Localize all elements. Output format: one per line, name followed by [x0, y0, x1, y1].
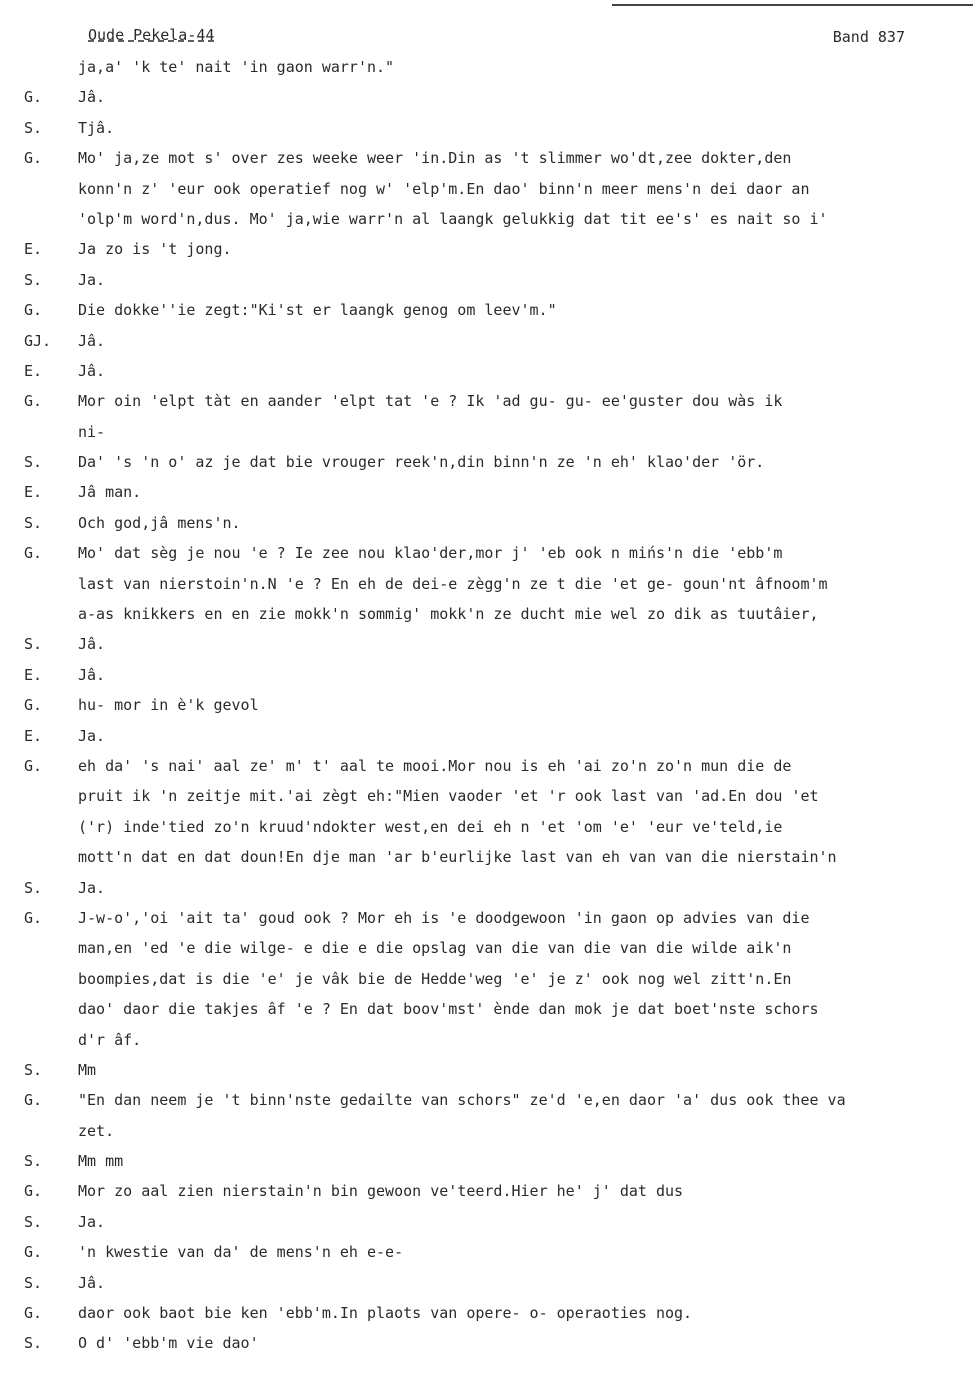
line-text: Mo' ja,ze mot s' over zes weeke weer 'in.Din as 't slimmer wo'dt,zee dokter,den: [78, 149, 792, 168]
speaker-label: G.: [24, 756, 43, 775]
line-text: 'n kwestie van da' de mens'n eh e-e-: [78, 1243, 404, 1262]
line-text: Jâ.: [78, 665, 106, 684]
line-text: 'olp'm word'n,dus. Mo' ja,wie warr'n al laangk gelukkig dat tit ee's' es nait so i': [78, 209, 828, 228]
transcript-line: [0, 1178, 973, 1208]
line-text: a-as knikkers en en zie mokk'n sommig' mokk'n ze ducht mie wel zo dik as tuutâier,: [78, 605, 819, 624]
line-text: Ja.: [78, 1212, 106, 1231]
speaker-label: E.: [24, 726, 43, 745]
transcript: [0, 54, 973, 1361]
speaker-label: S.: [24, 635, 43, 654]
transcript-line: [0, 328, 973, 358]
transcript-line: [0, 1330, 973, 1360]
transcript-line: [0, 844, 973, 874]
line-text: Mm mm: [78, 1152, 124, 1171]
speaker-label: GJ.: [24, 331, 52, 350]
speaker-label: S.: [24, 118, 43, 137]
line-text: man,en 'ed 'e die wilge- e die e die opslag van die van die van die wilde aik'n: [78, 939, 792, 958]
speaker-label: G.: [24, 301, 43, 320]
speaker-label: G.: [24, 88, 43, 107]
transcript-line: [0, 297, 973, 327]
transcript-line: [0, 1239, 973, 1269]
line-text: boompies,dat is die 'e' je vâk bie de Hedde'weg 'e' je z' ook nog wel zitt'n.En: [78, 969, 792, 988]
transcript-line: [0, 176, 973, 206]
band-number: Band 837: [832, 28, 905, 46]
line-text: Mm: [78, 1060, 97, 1079]
page-header: [88, 26, 933, 50]
transcript-line: [0, 1118, 973, 1148]
speaker-label: G.: [24, 908, 43, 927]
speaker-label: S.: [24, 1152, 43, 1171]
speaker-label: S.: [24, 453, 43, 472]
transcript-line: [0, 966, 973, 996]
line-text: Mo' dat sèg je nou 'e ? Ie zee nou klao'der,mor j' 'eb ook n mińs'n die 'ebb'm: [78, 544, 783, 563]
speaker-label: S.: [24, 1334, 43, 1353]
transcript-line: [0, 1300, 973, 1330]
transcript-line: [0, 449, 973, 479]
transcript-line: [0, 115, 973, 145]
speaker-label: G.: [24, 1091, 43, 1110]
transcript-line: [0, 753, 973, 783]
transcript-line: [0, 783, 973, 813]
speaker-label: E.: [24, 483, 43, 502]
line-text: Ja.: [78, 726, 106, 745]
speaker-label: E.: [24, 361, 43, 380]
transcript-line: [0, 1057, 973, 1087]
line-text: ja,a' 'k te' nait 'in gaon warr'n.": [78, 58, 395, 76]
transcript-line: [0, 1209, 973, 1239]
speaker-label: G.: [24, 392, 43, 411]
line-text: eh da' 's nai' aal ze' m' t' aal te mooi.Mor nou is eh 'ai zo'n zo'n mun die de: [78, 756, 792, 775]
transcript-line: [0, 631, 973, 661]
speaker-label: S.: [24, 513, 43, 532]
transcript-line: [0, 540, 973, 570]
line-text: J-w-o','oi 'ait ta' goud ook ? Mor eh is 'e doodgewoon 'in gaon op advies van die: [78, 908, 810, 927]
line-text: pruit ik 'n zeitje mit.'ai zègt eh:"Mien vaoder 'et 'r ook last van 'ad.En dou 'et: [78, 787, 819, 806]
line-text: zet.: [78, 1121, 115, 1140]
line-text: Die dokke''ie zegt:"Ki'st er laangk genog om leev'm.": [78, 301, 557, 320]
line-text: Ja.: [78, 878, 106, 897]
transcript-line: [0, 358, 973, 388]
transcript-line: [0, 1148, 973, 1178]
line-text: ('r) inde'tied zo'n kruud'ndokter west,en dei eh n 'et 'om 'e' 'eur ve'teld,ie: [78, 817, 783, 836]
line-text: dao' daor die takjes âf 'e ? En dat boov'mst' ènde dan mok je dat boet'nste schors: [78, 1000, 819, 1019]
transcript-line: [0, 1270, 973, 1300]
transcript-line: [0, 601, 973, 631]
transcript-line: [0, 875, 973, 905]
speaker-label: G.: [24, 1182, 43, 1201]
speaker-label: G.: [24, 1243, 43, 1262]
transcript-line: [0, 145, 973, 175]
transcript-line: [0, 267, 973, 297]
speaker-label: S.: [24, 878, 43, 897]
line-text: Jâ.: [78, 88, 106, 107]
line-text: Och god,jâ mens'n.: [78, 513, 241, 532]
line-text: Tjâ.: [78, 118, 115, 137]
transcript-line: [0, 905, 973, 935]
line-text: Mor oin 'elpt tàt en aander 'elpt tat 'e ? Ik 'ad gu- gu- ee'guster dou wàs ik: [78, 392, 783, 411]
transcript-line: [0, 996, 973, 1026]
line-text: Jâ.: [78, 331, 106, 350]
speaker-label: S.: [24, 1060, 43, 1079]
transcript-line: [0, 510, 973, 540]
line-text: hu- mor in è'k gevol: [78, 696, 259, 715]
speaker-label: G.: [24, 149, 43, 168]
page-title: Oude Pekela-44: [88, 26, 215, 44]
line-text: d'r âf.: [78, 1030, 142, 1049]
line-text: last van nierstoin'n.N 'e ? En eh de dei-e zègg'n ze t die 'et ge- goun'nt âfnoom'm: [78, 574, 828, 593]
transcript-line: [0, 723, 973, 753]
transcript-line: [0, 1087, 973, 1117]
transcript-line: [0, 54, 973, 84]
transcript-line: [0, 1027, 973, 1057]
speaker-label: S.: [24, 270, 43, 289]
speaker-label: G.: [24, 1304, 43, 1323]
line-text: konn'n z' 'eur ook operatief nog w' 'elp'm.En dao' binn'n meer mens'n dei daor an: [78, 179, 810, 198]
speaker-label: E.: [24, 665, 43, 684]
transcript-line: [0, 692, 973, 722]
line-text: Jâ.: [78, 635, 106, 654]
transcript-line: [0, 814, 973, 844]
line-text: Da' 's 'n o' az je dat bie vrouger reek'n,din binn'n ze 'n eh' klao'der 'ör.: [78, 453, 765, 472]
line-text: Jâ.: [78, 1273, 106, 1292]
transcript-line: [0, 388, 973, 418]
speaker-label: E.: [24, 240, 43, 259]
line-text: daor ook baot bie ken 'ebb'm.In plaots van opere- o- operaoties nog.: [78, 1304, 693, 1323]
transcript-line: [0, 662, 973, 692]
line-text: ni-: [78, 422, 106, 441]
transcript-line: [0, 571, 973, 601]
transcript-line: [0, 206, 973, 236]
line-text: Mor zo aal zien nierstain'n bin gewoon ve'teerd.Hier he' j' dat dus: [78, 1182, 684, 1201]
line-text: Jâ man.: [78, 483, 142, 502]
speaker-label: S.: [24, 1212, 43, 1231]
transcript-line: [0, 236, 973, 266]
speaker-label: G.: [24, 544, 43, 563]
line-text: Ja.: [78, 270, 106, 289]
transcript-line: [0, 935, 973, 965]
line-text: Ja zo is 't jong.: [78, 240, 232, 259]
line-text: "En dan neem je 't binn'nste gedailte van schors" ze'd 'e,en daor 'a' dus ook thee va: [78, 1091, 846, 1110]
line-text: O d' 'ebb'm vie dao': [78, 1334, 259, 1353]
transcript-line: [0, 84, 973, 114]
speaker-label: S.: [24, 1273, 43, 1292]
line-text: mott'n dat en dat doun!En dje man 'ar b'eurlijke last van eh van van die nierstain'n: [78, 848, 837, 867]
transcript-line: [0, 419, 973, 449]
speaker-label: G.: [24, 696, 43, 715]
line-text: Jâ.: [78, 361, 106, 380]
transcript-line: [0, 479, 973, 509]
top-rule: [612, 4, 973, 6]
